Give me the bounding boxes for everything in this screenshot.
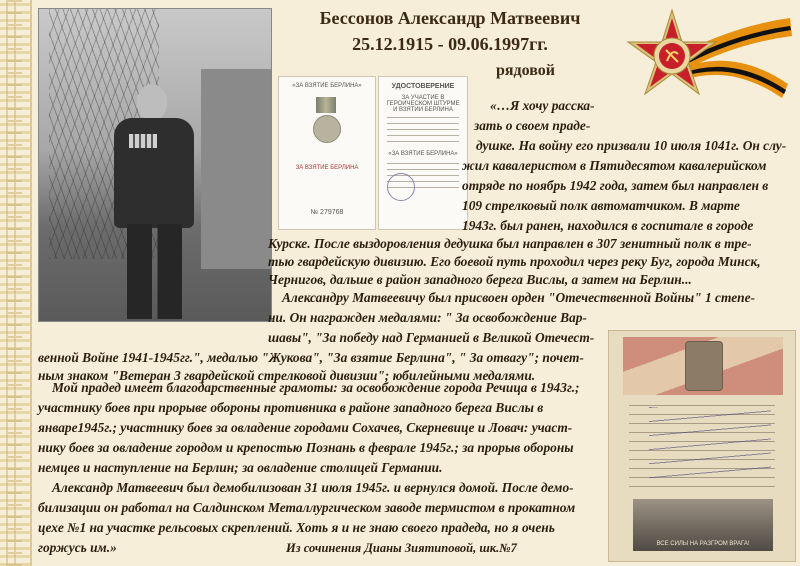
p1-line-1: зать о своем праде- [474, 118, 591, 133]
p3-line-2: январе1945г.; участнику боев за овладение городами Сохачев, Скерневице и Ловач: участ- [38, 420, 573, 435]
veteran-name: Бессонов Александр Матвеевич [319, 8, 581, 28]
p2-line-0: Александру Матвеевичу был присвоен орден "Отечественной Войны" 1 степе- [282, 290, 756, 305]
p4-line-0: Александр Матвеевич был демобилизован 31 июля 1945г. и вернулся домой. После демо- [52, 480, 574, 495]
p1-line-2: душке. На войну его призвали 10 июля 1041г. Он слу- [476, 138, 787, 153]
p2-line-3: венной Войне 1941-1945гг.", медалью "Жукова", "За взятие Берлина", " За отвагу"; почет- [38, 350, 584, 365]
veteran-figure [109, 84, 199, 319]
certificate-text-lines [387, 117, 459, 145]
medal-doc-caption: «ЗА ВЗЯТИЕ БЕРЛИНА» [292, 83, 362, 89]
medal-doc-number: № 279768 [310, 209, 344, 216]
medal-document [278, 76, 376, 230]
p4-line-3: горжусь им.» [38, 540, 117, 555]
letter-footer: ВСЕ СИЛЫ НА РАЗГРОМ ВРАГА! [656, 541, 750, 547]
p1-line-4: отряде по ноябрь 1942 года, затем был направлен в [462, 178, 769, 193]
p1-line-3: жил кавалеристом в Пятидесятом кавалерийском [462, 158, 767, 173]
p1-line-7: Курске. После выздоровления дедушка был направлен в 307 зенитный полк в тре- [268, 236, 752, 251]
p2-line-1: ни. Он награжден медалями: " За освобождение Вар- [268, 310, 587, 325]
house-wall [201, 69, 271, 269]
veteran-dates: 25.12.1915 - 09.06.1997гг. [352, 34, 548, 54]
ornamental-border [0, 0, 32, 566]
medal-berlin-icon [312, 97, 340, 161]
certificate-line2: «ЗА ВЗЯТИЕ БЕРЛИНА» [388, 151, 458, 157]
medal-doc-stamp-text: ЗА ВЗЯТИЕ БЕРЛИНА [295, 165, 359, 171]
essay-signature: Из сочинения Дианы Зиятиповой, шк.№7 [286, 541, 517, 555]
p3-line-1: участнику боев при прорыве обороны противника в районе западного берега Вислы в [38, 400, 544, 415]
p4-line-2: цехе №1 на участке рельсовых скреплений. Хоть я и не знаю своего прадеда, но я очень [38, 520, 555, 535]
p1-line-0: «…Я хочу расска- [490, 98, 595, 113]
p2-line-4: ным знаком "Ветеран 3 гвардейской стрелковой дивизии"; юбилейными медалями. [38, 368, 536, 383]
p3-line-3: нику боев за овладение городом и крепостью Познань в феврале 1945г.; за прорыв обороны [38, 440, 574, 455]
medals-on-chest [129, 134, 157, 148]
certificate-line1: ЗА УЧАСТИЕ В ГЕРОИЧЕСКОМ ШТУРМЕ И ВЗЯТИИ БЕРЛИНА [386, 95, 460, 113]
p2-line-2: шавы", "За победу над Германией в Великой Отечест- [268, 330, 595, 345]
p3-line-0: Мой прадед имеет благодарственные грамоты: за освобождение города Речица в 1943г.; [52, 380, 580, 395]
p1-line-8: тью гвардейскую дивизию. Его боевой путь проходил через реку Буг, города Минск, [268, 254, 761, 269]
veteran-photo [38, 8, 272, 322]
p1-line-9: Чернигов, дальше в район западного берега Вислы, а затем на Берлин... [268, 272, 692, 287]
veteran-boots [127, 224, 182, 319]
letter-handwriting [649, 407, 771, 479]
p1-line-5: 109 стрелковый полк автоматчиком. В марте [462, 198, 740, 213]
certificate-heading: УДОСТОВЕРЕНИЕ [391, 83, 455, 90]
certificate-stamp [387, 173, 415, 201]
p1-line-6: 1943г. был ранен, находился в госпитале в городе [462, 218, 754, 233]
order-patriotic-war-emblem [612, 6, 794, 108]
p3-line-4: немцев и наступление на Берлин; за овладение столицей Германии. [38, 460, 443, 475]
meander-pattern [6, 0, 22, 566]
frontline-letter [608, 330, 796, 562]
order-star-icon [628, 10, 716, 94]
p4-line-1: билизации он работал на Салдинском Металлургическом заводе термистом в прокатном [38, 500, 576, 515]
veteran-head [137, 84, 167, 120]
letter-portrait [685, 341, 723, 391]
veteran-rank: рядовой [496, 62, 555, 79]
certificate-document [378, 76, 468, 230]
